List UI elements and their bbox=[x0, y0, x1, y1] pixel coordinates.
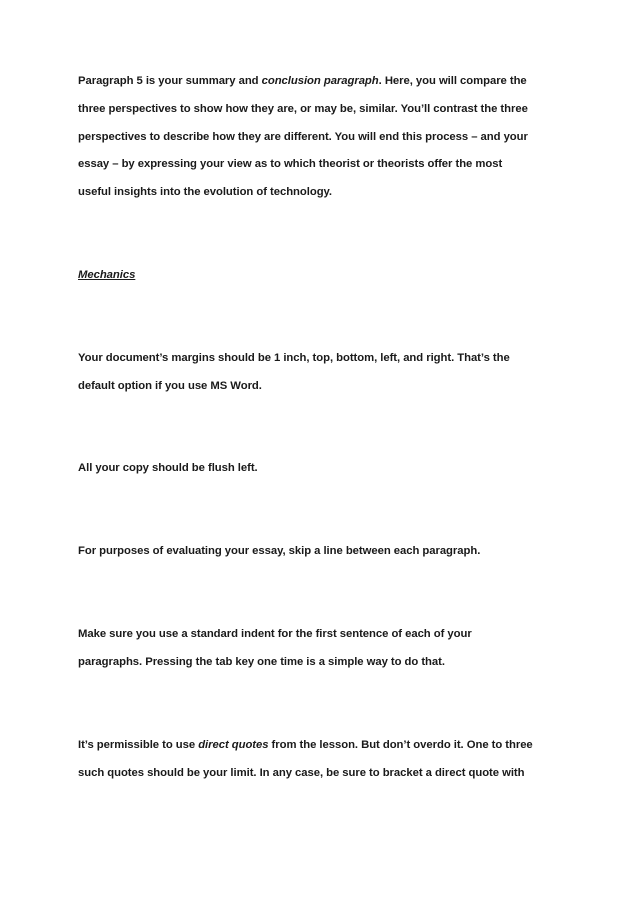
paragraph-skip-line: For purposes of evaluating your essay, skip a line between each paragraph. bbox=[78, 545, 481, 557]
paragraph-quotes-line-2: such quotes should be your limit. In any case, be sure to bracket a direct quote with bbox=[78, 767, 525, 779]
paragraph-summary-line-5: useful insights into the evolution of technology. bbox=[78, 186, 333, 198]
paragraph-indent-line-1: Make sure you use a standard indent for the first sentence of each of your bbox=[78, 628, 472, 640]
paragraph-margins-line-1: Your document’s margins should be 1 inch, top, bottom, left, and right. That’s the bbox=[78, 352, 510, 364]
emphasis-text: direct quotes bbox=[198, 739, 269, 751]
text-run: from the lesson. But don’t overdo it. One to three bbox=[268, 739, 533, 751]
text-run: Paragraph 5 is your summary and bbox=[78, 75, 262, 87]
paragraph-margins-line-2: default option if you use MS Word. bbox=[78, 380, 262, 392]
section-heading-mechanics: Mechanics bbox=[78, 269, 136, 281]
paragraph-flush-left: All your copy should be flush left. bbox=[78, 462, 258, 474]
paragraph-summary-line-2: three perspectives to show how they are, or may be, similar. You’ll contrast the three bbox=[78, 103, 528, 115]
paragraph-summary-line-3: perspectives to describe how they are different. You will end this process – and your bbox=[78, 131, 528, 143]
paragraph-indent-line-2: paragraphs. Pressing the tab key one time is a simple way to do that. bbox=[78, 656, 445, 668]
text-run: . Here, you will compare the bbox=[378, 75, 527, 87]
text-run: It’s permissible to use bbox=[78, 739, 199, 751]
paragraph-quotes-line-1 bbox=[78, 738, 533, 752]
emphasis-text: conclusion paragraph bbox=[261, 75, 379, 87]
paragraph-summary-line-1 bbox=[78, 74, 527, 88]
paragraph-summary-line-4: essay – by expressing your view as to which theorist or theorists offer the most bbox=[78, 158, 503, 170]
